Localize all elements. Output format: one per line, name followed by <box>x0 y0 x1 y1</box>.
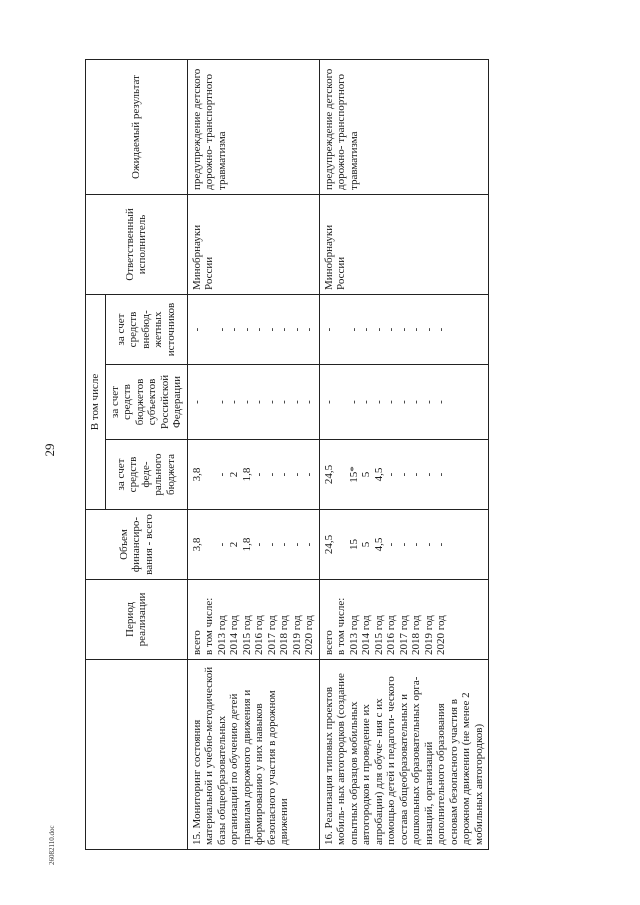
header-executor: Ответственный исполнитель <box>86 195 188 295</box>
row-executor: Минобрнауки России <box>319 195 489 295</box>
row-executor: Минобрнауки России <box>187 195 319 295</box>
row-periods: всего в том числе: 2013 год 2014 год 2015 год 2016 год 2017 год 2018 год 2019 год 2020 год <box>187 580 319 660</box>
rotated-table-container <box>85 60 585 850</box>
table-row <box>319 60 489 850</box>
row-extra: - - - - - - - - - <box>319 295 489 365</box>
row-regional: - - - - - - - - - <box>187 365 319 440</box>
row-result: предупреждение детского дорожно- транспортного травматизма <box>319 60 489 195</box>
header-row-1 <box>86 60 106 850</box>
row-regional: - - - - - - - - - <box>319 365 489 440</box>
row-federal: 3,8 - 2 1,8 - - - - - <box>187 440 319 510</box>
page-number: 29 <box>42 443 57 457</box>
header-result: Ожидаемый результат <box>86 60 188 195</box>
row-extra: - - - - - - - - - <box>187 295 319 365</box>
header-federal: за счет средств феде- рального бюджета <box>105 440 187 510</box>
footer-doc-code: 26082110.doc <box>48 825 56 865</box>
header-regional: за счет средств бюджетов субъектов Российской Федерации <box>105 365 187 440</box>
row-volume: 3,8 - 2 1,8 - - - - - <box>187 510 319 580</box>
header-period: Период реализации <box>86 580 188 660</box>
row-name: 16. Реализация типовых проектов мобиль- ных автогородков (создание опытных образцов мобильных автогородков и проведение их апробации) для обуче- ния с их помощью детей и педагоги- ческого состава общеобразовательных и дошкольных образовательных орга- низаций, организаций дополнительного образования основам безопасного участия в дорожном движении (не менее 2 мобильных автогородков) <box>319 660 489 850</box>
header-name <box>86 660 188 850</box>
table-row <box>187 60 319 850</box>
header-volume: Объем финансиро- вания - всего <box>86 510 188 580</box>
row-periods: всего в том числе: 2013 год 2014 год 2015 год 2016 год 2017 год 2018 год 2019 год 2020 год <box>319 580 489 660</box>
program-table <box>85 59 489 850</box>
row-federal: 24,5 15* 5 4,5 - - - - - <box>319 440 489 510</box>
header-extra: за счет средств внебюд- жетных источников <box>105 295 187 365</box>
row-result: предупреждение детского дорожно- транспортного травматизма <box>187 60 319 195</box>
row-name: 15. Мониторинг состояния материальной и учебно-методической базы общеобразовательных организаций по обучению детей правилам дорожного движения и формированию у них навыков безопасного участия в дорожном движении <box>187 660 319 850</box>
row-volume: 24,5 15 5 4,5 - - - - - <box>319 510 489 580</box>
header-including: В том числе <box>86 295 106 510</box>
